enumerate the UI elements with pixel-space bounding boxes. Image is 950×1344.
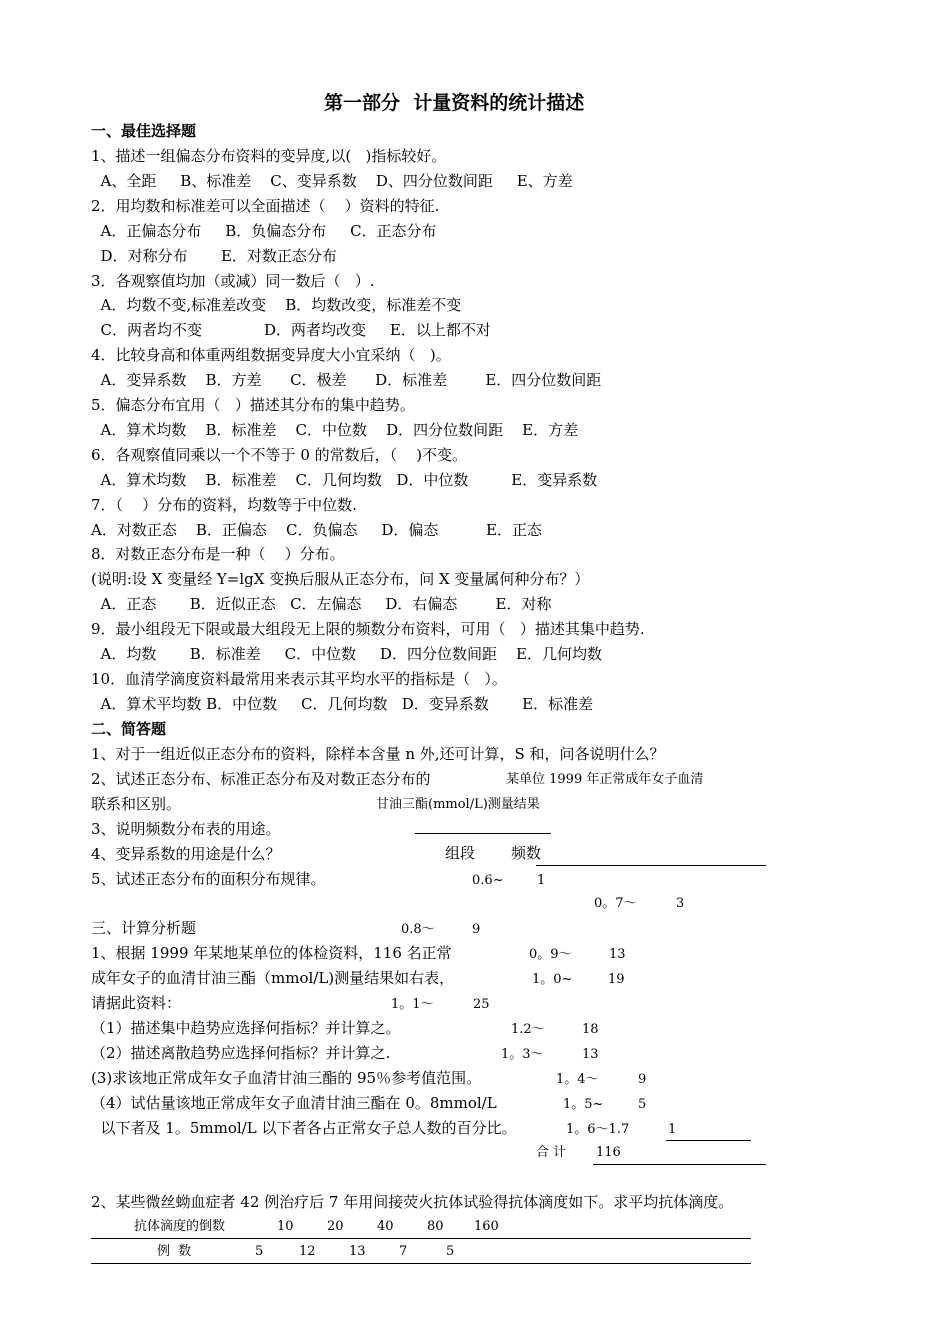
calc-1-part-4: （4）试估量该地正常成年女子血清甘油三酯在 0。8mmol/L	[91, 1094, 497, 1112]
freq-row-group: 0.8～	[401, 922, 435, 937]
page-title: 第一部分 计量资料的统计描述	[324, 92, 585, 114]
freq-row-group: 1。3～	[501, 1047, 544, 1062]
freq-col-group-header: 组段	[445, 844, 476, 862]
q2-options-a: A．正偏态分布 B．负偏态分布 C．正态分布	[91, 222, 437, 240]
q9-stem: 9．最小组段无下限或最大组段无上限的频数分布资料，可用（ ）描述其集中趋势.	[91, 620, 645, 638]
freq-col-freq-header: 频数	[511, 844, 542, 862]
count-value: 7	[399, 1244, 408, 1259]
titer-value: 40	[377, 1219, 394, 1234]
freq-row-value: 18	[582, 1022, 599, 1037]
q7-stem: 7．（ ）分布的资料，均数等于中位数.	[91, 496, 357, 514]
freq-table-bottom-rule	[593, 1164, 766, 1165]
freq-table-caption-2: 甘油三酯(mmol/L)测量结果	[376, 797, 540, 812]
short-answer-3: 3、说明频数分布表的用途。	[91, 820, 281, 838]
freq-table-header-rule	[536, 865, 766, 866]
freq-table-top-rule	[415, 833, 551, 834]
q6-stem: 6．各观察值同乘以一个不等于 0 的常数后，（ )不变。	[91, 446, 468, 464]
q5-options: A．算术均数 B．标准差 C．中位数 D．四分位数间距 E．方差	[91, 421, 579, 439]
count-value: 13	[349, 1244, 366, 1259]
freq-row-value: 9	[638, 1072, 647, 1087]
section-2-heading: 二、简答题	[91, 720, 167, 738]
calc-1-line-1: 1、根据 1999 年某地某单位的体检资料，116 名正常	[91, 944, 452, 962]
freq-row-value: 3	[676, 896, 685, 911]
q8-stem: 8．对数正态分布是一种（ ）分布。	[91, 545, 345, 563]
q8-note: (说明:设 X 变量经 Y=lgX 变换后服从正态分布，问 X 变量属何种分布？）	[91, 570, 590, 588]
calc-1-part-2: （2）描述离散趋势应选择何指标？并计算之.	[91, 1044, 391, 1062]
q3-options-a: A．均数不变,标准差改变 B．均数改变，标准差不变	[91, 296, 462, 314]
q3-options-b: C．两者均不变 D．两者均改变 E．以上都不对	[91, 321, 491, 339]
freq-row-value: 19	[608, 972, 625, 987]
freq-row-value: 13	[609, 947, 626, 962]
freq-row-group: 1。1～	[391, 997, 434, 1012]
count-value: 5	[446, 1244, 455, 1259]
q1-stem: 1、描述一组偏态分布资料的变异度,以( )指标较好。	[91, 147, 447, 165]
q10-options: A．算术平均数 B．中位数 C．几何均数 D．变异系数 E．标准差	[91, 695, 594, 713]
titer-table-bottom-rule	[91, 1263, 751, 1264]
freq-total-label: 合 计	[536, 1145, 567, 1160]
q5-stem: 5．偏态分布宜用（ ）描述其分布的集中趋势。	[91, 396, 415, 414]
calc-2-text: 2、某些微丝蚴血症者 42 例治疗后 7 年用间接荧火抗体试验得抗体滴度如下。求平均抗体滴度。	[91, 1193, 734, 1211]
freq-row-group: 1.2～	[511, 1022, 545, 1037]
freq-row-group: 0。7～	[594, 896, 637, 911]
freq-table-total-rule	[666, 1140, 751, 1141]
q10-stem: 10．血清学滴度资料最常用来表示其平均水平的指标是（ ）。	[91, 670, 507, 688]
freq-row-group: 0.6~	[472, 873, 504, 888]
calc-1-part-1: （1）描述集中趋势应选择何指标？并计算之。	[91, 1019, 401, 1037]
freq-row-group: 1。4～	[556, 1072, 599, 1087]
short-answer-2: 2、试述正态分布、标准正态分布及对数正态分布的	[91, 770, 431, 788]
freq-row-value: 1	[537, 873, 546, 888]
q8-options: A．正态 B．近似正态 C．左偏态 D．右偏态 E．对称	[91, 595, 552, 613]
count-row-label: 例 数	[157, 1244, 192, 1259]
q2-options-b: D．对称分布 E．对数正态分布	[91, 247, 337, 265]
calc-1-line-3: 请据此资料：	[91, 994, 182, 1012]
freq-row-group: 1。5~	[563, 1097, 604, 1112]
titer-value: 20	[327, 1219, 344, 1234]
calc-1-part-4-cont: 以下者及 1。5mmol/L 以下者各占正常女子总人数的百分比。	[91, 1119, 517, 1137]
calc-1-part-3: (3)求该地正常成年女子血清甘油三酯的 95％参考值范围。	[91, 1069, 482, 1087]
q1-options: A、全距 B、标准差 C、变异系数 D、四分位数间距 E、方差	[91, 172, 573, 190]
count-value: 5	[255, 1244, 264, 1259]
q4-stem: 4．比较身高和体重两组数据变异度大小宜采纳（ )。	[91, 346, 451, 364]
section-1-heading: 一、最佳选择题	[91, 122, 197, 140]
count-value: 12	[299, 1244, 316, 1259]
q6-options: A．算术均数 B．标准差 C．几何均数 D．中位数 E．变异系数	[91, 471, 598, 489]
short-answer-2-cont: 联系和区别。	[91, 795, 182, 813]
freq-total-value: 116	[596, 1145, 621, 1160]
calc-1-line-2: 成年女子的血清甘油三酯（mmol/L)测量结果如右表，	[91, 969, 455, 987]
short-answer-5: 5、试述正态分布的面积分布规律。	[91, 870, 326, 888]
section-3-heading: 三、计算分析题	[91, 919, 197, 937]
short-answer-4: 4、变异系数的用途是什么？	[91, 845, 281, 863]
titer-row-label: 抗体滴度的倒数	[134, 1219, 226, 1234]
freq-row-value: 1	[668, 1122, 677, 1137]
titer-value: 10	[277, 1219, 294, 1234]
freq-row-group: 0。9～	[529, 947, 572, 962]
q4-options: A．变异系数 B．方差 C．极差 D．标准差 E．四分位数间距	[91, 371, 602, 389]
q2-stem: 2．用均数和标准差可以全面描述（ ）资料的特征.	[91, 197, 440, 215]
q9-options: A．均数 B．标准差 C．中位数 D．四分位数间距 E．几何均数	[91, 645, 602, 663]
freq-row-group: 1。6～1.7	[566, 1122, 630, 1137]
freq-row-value: 25	[473, 997, 490, 1012]
q7-options: A．对数正态 B．正偏态 C．负偏态 D．偏态 E．正态	[91, 521, 542, 539]
q3-stem: 3．各观察值均加（或减）同一数后（ ）.	[91, 272, 375, 290]
short-answer-1: 1、对于一组近似正态分布的资料，除样本含量 n 外,还可计算，S 和，问各说明什么？	[91, 745, 665, 763]
freq-row-group: 1。0~	[532, 972, 573, 987]
titer-value: 80	[427, 1219, 444, 1234]
titer-value: 160	[474, 1219, 499, 1234]
freq-row-value: 9	[472, 922, 481, 937]
freq-row-value: 5	[638, 1097, 647, 1112]
freq-row-value: 13	[582, 1047, 599, 1062]
freq-table-caption-1: 某单位 1999 年正常成年女子血清	[506, 772, 704, 787]
titer-table-mid-rule	[91, 1238, 751, 1239]
